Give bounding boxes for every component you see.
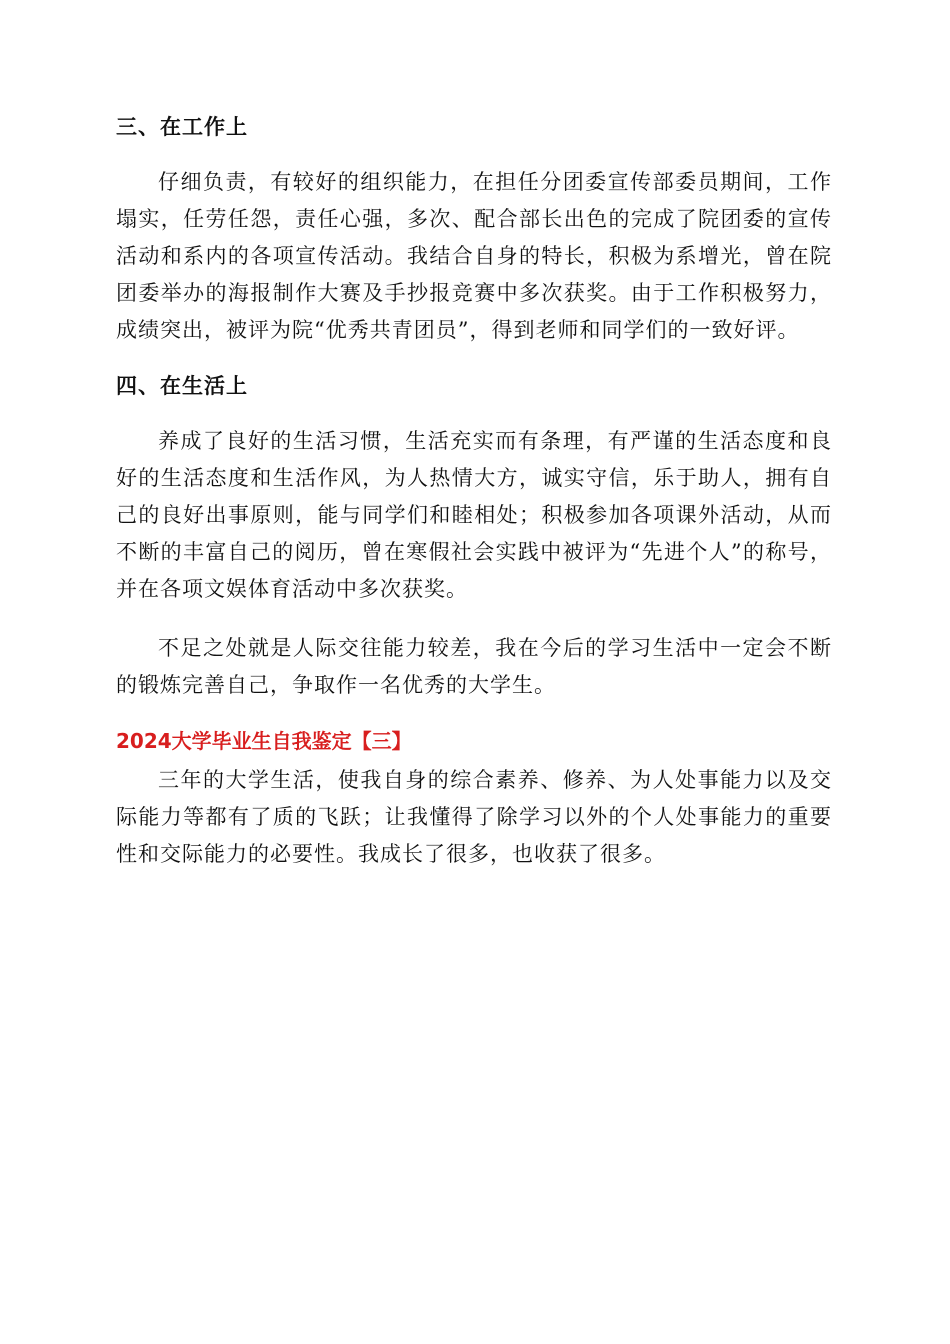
section-four-heading: 四、在生活上 xyxy=(116,374,248,398)
document-body xyxy=(116,112,832,895)
section-three-heading: 三、在工作上 xyxy=(116,115,248,139)
part-three-paragraph: 三年的大学生活，使我自身的综合素养、修养、为人处事能力以及交际能力等都有了质的飞跃；让我懂得了除学习以外的个人处事能力的重要性和交际能力的必要性。我成长了很多，也收获了很多。 xyxy=(116,768,832,866)
section-four-paragraph: 养成了良好的生活习惯，生活充实而有条理，有严谨的生活态度和良好的生活态度和生活作风，为人热情大方，诚实守信，乐于助人，拥有自己的良好出事原则，能与同学们和睦相处；积极参加各项课外活动，从而不断的丰富自己的阅历，曾在寒假社会实践中被评为“先进个人”的称号，并在各项文娱体育活动中多次获奖。 xyxy=(116,429,832,601)
part-three-title: 2024大学毕业生自我鉴定【三】 xyxy=(116,729,412,753)
section-three-paragraph: 仔细负责，有较好的组织能力，在担任分团委宣传部委员期间，工作塌实，任劳任怨，责任心强，多次、配合部长出色的完成了院团委的宣传活动和系内的各项宣传活动。我结合自身的特长，积极为系增光，曾在院团委举办的海报制作大赛及手抄报竞赛中多次获奖。由于工作积极努力，成绩突出，被评为院“优秀共青团员”，得到老师和同学们的一致好评。 xyxy=(116,170,832,342)
shortcoming-paragraph: 不足之处就是人际交往能力较差，我在今后的学习生活中一定会不断的锻炼完善自己，争取作一名优秀的大学生。 xyxy=(116,636,832,697)
